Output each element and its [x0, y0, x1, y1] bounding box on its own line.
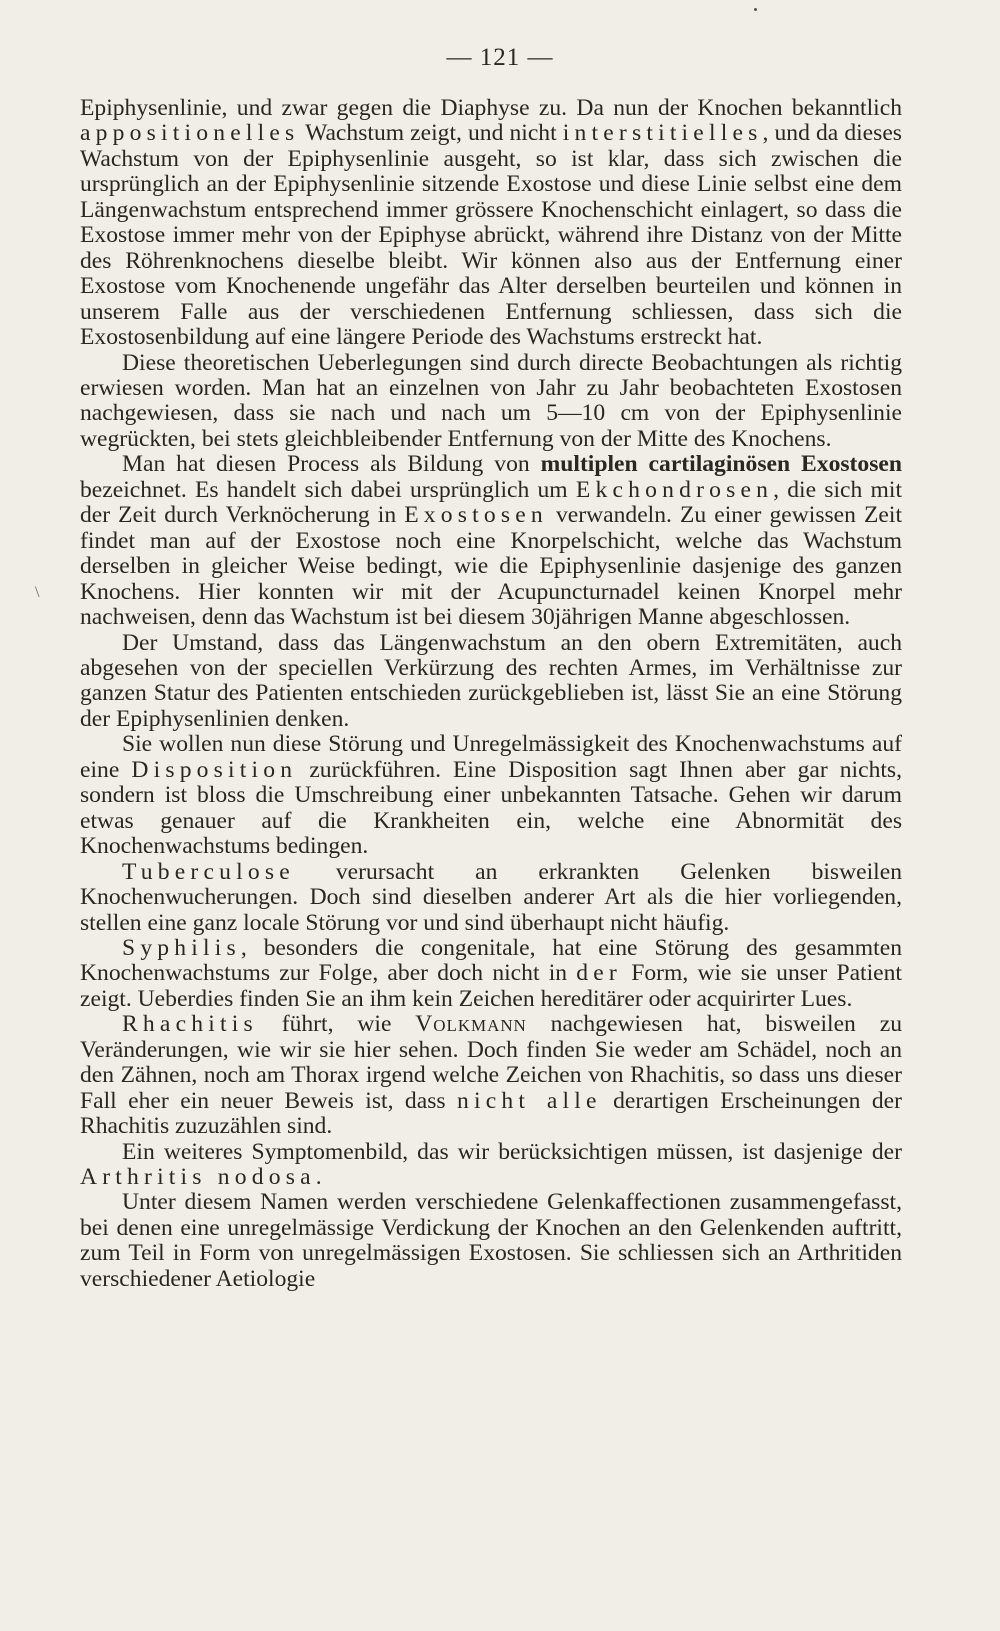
paragraph-5	[80, 732, 902, 859]
spaced-emphasis: nicht alle	[457, 1087, 602, 1114]
text-run: , besonders die congenitale, hat eine Störung des gesammten Knochenwachstums zur Folge, aber doch nicht in	[80, 934, 902, 987]
text-run: verwandeln. Zu einer gewissen Zeit findet man auf der Exostose noch eine Knorpelschicht, welche das Wachstum derselben in gleicher Weise bedingt, wie die Epiphysenlinie dasjenige des ganzen Knochens. Hier konnten wir mit der Acupuncturnadel keinen Knorpel mehr nachweisen, denn das Wachstum ist bei diesem 30jährigen Manne abgeschlossen.	[80, 502, 902, 631]
body-text	[80, 96, 902, 1292]
text-run: , die sich mit der Zeit durch Verknöcherung in	[80, 476, 902, 529]
paragraph-2	[80, 351, 902, 453]
author-name: Volkmann	[415, 1011, 527, 1038]
paragraph-9	[80, 1140, 902, 1191]
text-run: Unter diesem Namen werden verschiedene Gelenkaffectionen zusammengefasst, bei denen eine unregelmässige Verdickung der Knochen an den Gelenkenden auftritt, zum Teil in Form von unregelmässigen Exostosen. Sie schliessen sich an Arthritiden verschiedener Aetiologie	[80, 1189, 902, 1292]
text-run: derartigen Erscheinungen der Rhachitis zuzuzählen sind.	[80, 1087, 902, 1140]
text-run: verursacht an erkrankten Gelenken bisweilen Knochenwucherungen. Doch sind dieselben anderer Art als die hier vorliegenden, stellen eine ganz locale Störung vor und sind überhaupt nicht häufig.	[80, 858, 902, 936]
paragraph-6	[80, 860, 902, 936]
paragraph-4	[80, 631, 902, 733]
page-number: — 121 —	[446, 44, 554, 71]
text-run: Ein weiteres Symptomenbild, das wir berücksichtigen müssen, ist dasjenige der	[122, 1138, 902, 1165]
text-run: Wachstum zeigt, und nicht	[299, 120, 563, 147]
spaced-emphasis: Exostosen	[404, 502, 548, 529]
text-run: Form, wie sie unser Patient zeigt. Ueberdies finden Sie an ihm kein Zeichen hereditärer oder acquirirter Lues.	[80, 960, 902, 1012]
spaced-emphasis: Rhachitis	[122, 1011, 258, 1038]
margin-mark: \	[35, 584, 40, 601]
spaced-emphasis: der	[576, 960, 622, 987]
text-run: Sie wollen nun diese Störung und Unregelmässigkeit des Knochenwachstums auf eine	[80, 731, 902, 783]
spaced-emphasis: appositionelles	[80, 120, 300, 147]
ink-speck	[754, 8, 757, 11]
text-run: Man hat diesen Process als Bildung von	[122, 451, 541, 478]
spaced-emphasis: Syphilis	[122, 934, 241, 961]
text-run: Epiphysenlinie, und zwar gegen die Diaphyse zu. Da nun der Knochen bekanntlich	[80, 95, 902, 121]
spaced-emphasis: Arthritis nodosa	[80, 1164, 316, 1191]
text-run: Der Umstand, dass das Längenwachstum an den obern Extremitäten, auch abgesehen von der speciellen Verkürzung des rechten Armes, im Verhältnisse zur ganzen Statur des Patienten entschieden zurückgeblieben ist, lässt Sie an eine Störung der Epiphysenlinien denken.	[80, 629, 902, 732]
text-run: Diese theoretischen Ueberlegungen sind durch directe Beobachtungen als richtig erwiesen worden. Man hat an einzelnen von Jahr zu Jahr beobachteten Exostosen nachgewiesen, dass sie nach und nach um 5—10 cm von der Epiphysenlinie wegrückten, bei stets gleichbleibender Entfernung von der Mitte des Knochens.	[80, 349, 902, 452]
text-run: .	[315, 1164, 322, 1191]
spaced-emphasis: interstitielles	[562, 120, 763, 147]
paragraph-7	[80, 936, 902, 1012]
text-run: bezeichnet. Es handelt sich dabei ursprünglich um	[80, 476, 576, 503]
text-run: nachgewiesen hat, bisweilen zu Veränderungen, wie wir sie hier sehen. Doch finden Sie weder am Schädel, noch an den Zähnen, noch am Thorax irgend welche Zeichen von Rhachitis, so dass uns dieser Fall eher ein neuer Beweis ist, dass	[80, 1011, 902, 1114]
paragraph-10	[80, 1190, 902, 1292]
bold-term: multiplen cartilaginösen Exostosen	[540, 451, 902, 478]
spaced-emphasis: Tuberculose	[122, 858, 295, 885]
paragraph-1	[80, 96, 902, 351]
text-run: führt, wie	[257, 1011, 416, 1038]
paragraph-8	[80, 1012, 902, 1139]
paragraph-3	[80, 452, 902, 630]
text-run: zurückführen. Eine Disposition sagt Ihnen aber gar nichts, sondern ist bloss die Umschreibung einer unbekannten Tatsache. Gehen wir darum etwas genauer auf die Krankheiten ein, welche eine Abnormität des Knochenwachstums bedingen.	[80, 756, 902, 860]
spaced-emphasis: Disposition	[131, 756, 298, 783]
text-run: , und da dieses Wachstum von der Epiphysenlinie ausgeht, so ist klar, dass sich zwischen die ursprünglich an der Epiphysenlinie sitzende Exostose und diese Linie selbst eine dem Längenwachstum entsprechend immer grössere Knochenschicht einlagert, so dass die Exostose immer mehr von der Epiphyse abrückt, während ihre Distanz von der Mitte des Röhrenknochens dieselbe bleibt. Wir können also aus der Entfernung einer Exostose vom Knochenende ungefähr das Alter derselben beurteilen und können in unserem Falle aus der verschiedenen Entfernung schliessen, dass sich die Exostosenbildung auf eine längere Periode des Wachstums erstreckt hat.	[80, 120, 902, 351]
spaced-emphasis: Ekchondrosen	[575, 476, 774, 503]
